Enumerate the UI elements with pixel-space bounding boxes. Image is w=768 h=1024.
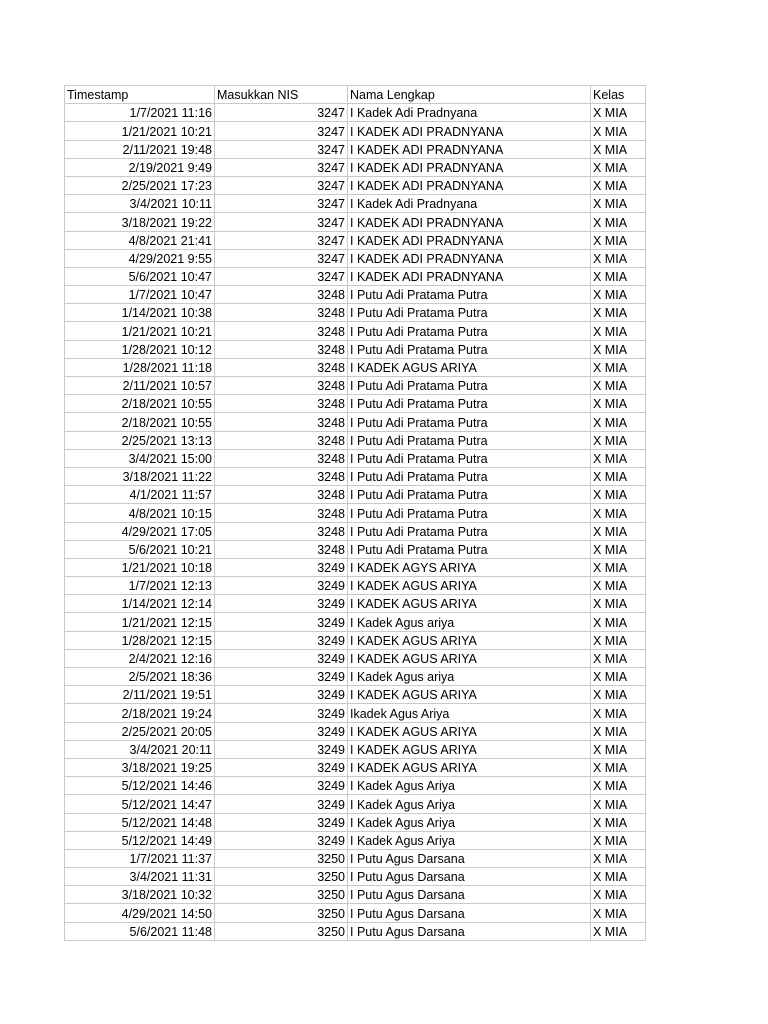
kelas-cell: X MIA [591,649,646,667]
table-row [65,322,646,340]
timestamp-cell: 2/18/2021 10:55 [65,395,215,413]
kelas-cell: X MIA [591,176,646,194]
nama-cell: I Putu Adi Pratama Putra [348,486,591,504]
table-body [65,104,646,941]
table-row [65,249,646,267]
table-row [65,522,646,540]
timestamp-cell: 3/4/2021 11:31 [65,868,215,886]
nis-cell: 3250 [215,904,348,922]
kelas-cell: X MIA [591,340,646,358]
nis-cell: 3249 [215,649,348,667]
nis-cell: 3248 [215,467,348,485]
nama-cell: I KADEK ADI PRADNYANA [348,231,591,249]
table-row [65,104,646,122]
kelas-cell: X MIA [591,577,646,595]
kelas-cell: X MIA [591,868,646,886]
timestamp-cell: 2/4/2021 12:16 [65,649,215,667]
kelas-cell: X MIA [591,758,646,776]
nama-cell: I Kadek Adi Pradnyana [348,195,591,213]
nama-cell: I KADEK ADI PRADNYANA [348,140,591,158]
table-row [65,377,646,395]
nama-cell: I Putu Adi Pratama Putra [348,286,591,304]
timestamp-cell: 5/6/2021 11:48 [65,922,215,940]
kelas-cell: X MIA [591,886,646,904]
table-row [65,868,646,886]
nis-cell: 3247 [215,195,348,213]
table-row [65,631,646,649]
nis-cell: 3249 [215,795,348,813]
kelas-cell: X MIA [591,595,646,613]
kelas-cell: X MIA [591,395,646,413]
nis-cell: 3248 [215,377,348,395]
table-row [65,668,646,686]
nis-cell: 3248 [215,413,348,431]
timestamp-cell: 1/7/2021 10:47 [65,286,215,304]
table-row [65,849,646,867]
nis-cell: 3248 [215,358,348,376]
table-row [65,595,646,613]
kelas-cell: X MIA [591,267,646,285]
nis-cell: 3250 [215,886,348,904]
nis-cell: 3247 [215,122,348,140]
header-nis: Masukkan NIS [215,86,348,104]
attendance-table [64,85,646,941]
nis-cell: 3247 [215,104,348,122]
nis-cell: 3247 [215,140,348,158]
timestamp-cell: 1/14/2021 12:14 [65,595,215,613]
timestamp-cell: 2/5/2021 18:36 [65,668,215,686]
timestamp-cell: 5/12/2021 14:48 [65,813,215,831]
nis-cell: 3247 [215,267,348,285]
nis-cell: 3247 [215,231,348,249]
table-row [65,158,646,176]
nis-cell: 3249 [215,813,348,831]
kelas-cell: X MIA [591,486,646,504]
nama-cell: I Putu Adi Pratama Putra [348,377,591,395]
kelas-cell: X MIA [591,668,646,686]
kelas-cell: X MIA [591,140,646,158]
kelas-cell: X MIA [591,249,646,267]
nama-cell: I Putu Adi Pratama Putra [348,540,591,558]
timestamp-cell: 1/28/2021 10:12 [65,340,215,358]
timestamp-cell: 3/4/2021 20:11 [65,740,215,758]
nis-cell: 3248 [215,286,348,304]
timestamp-cell: 1/7/2021 11:16 [65,104,215,122]
nis-cell: 3247 [215,249,348,267]
nama-cell: I Putu Adi Pratama Putra [348,340,591,358]
kelas-cell: X MIA [591,922,646,940]
nis-cell: 3249 [215,777,348,795]
header-row [65,86,646,104]
timestamp-cell: 2/11/2021 10:57 [65,377,215,395]
nama-cell: I Kadek Agus Ariya [348,795,591,813]
timestamp-cell: 3/18/2021 19:22 [65,213,215,231]
table-row [65,213,646,231]
timestamp-cell: 2/11/2021 19:51 [65,686,215,704]
nama-cell: I KADEK ADI PRADNYANA [348,176,591,194]
table-row [65,504,646,522]
table-row [65,195,646,213]
table-row [65,758,646,776]
nama-cell: I KADEK AGUS ARIYA [348,758,591,776]
kelas-cell: X MIA [591,413,646,431]
kelas-cell: X MIA [591,231,646,249]
nama-cell: I Putu Agus Darsana [348,886,591,904]
timestamp-cell: 3/4/2021 10:11 [65,195,215,213]
nis-cell: 3249 [215,758,348,776]
kelas-cell: X MIA [591,558,646,576]
nama-cell: I KADEK AGYS ARIYA [348,558,591,576]
timestamp-cell: 4/8/2021 10:15 [65,504,215,522]
kelas-cell: X MIA [591,740,646,758]
nis-cell: 3250 [215,849,348,867]
timestamp-cell: 1/7/2021 11:37 [65,849,215,867]
header-kelas: Kelas [591,86,646,104]
kelas-cell: X MIA [591,449,646,467]
table-row [65,358,646,376]
nis-cell: 3248 [215,322,348,340]
kelas-cell: X MIA [591,613,646,631]
kelas-cell: X MIA [591,122,646,140]
nama-cell: I KADEK AGUS ARIYA [348,722,591,740]
nama-cell: I Putu Adi Pratama Putra [348,504,591,522]
timestamp-cell: 2/19/2021 9:49 [65,158,215,176]
nama-cell: I KADEK AGUS ARIYA [348,577,591,595]
nama-cell: I KADEK AGUS ARIYA [348,631,591,649]
nama-cell: I Kadek Agus Ariya [348,831,591,849]
kelas-cell: X MIA [591,795,646,813]
kelas-cell: X MIA [591,849,646,867]
nama-cell: I Putu Adi Pratama Putra [348,449,591,467]
table-row [65,813,646,831]
timestamp-cell: 2/25/2021 20:05 [65,722,215,740]
timestamp-cell: 1/21/2021 12:15 [65,613,215,631]
timestamp-cell: 3/18/2021 11:22 [65,467,215,485]
timestamp-cell: 2/25/2021 17:23 [65,176,215,194]
timestamp-cell: 1/7/2021 12:13 [65,577,215,595]
table-row [65,267,646,285]
nama-cell: I KADEK ADI PRADNYANA [348,158,591,176]
nama-cell: I Putu Agus Darsana [348,868,591,886]
table-row [65,886,646,904]
table-row [65,486,646,504]
timestamp-cell: 4/1/2021 11:57 [65,486,215,504]
timestamp-cell: 2/18/2021 19:24 [65,704,215,722]
nis-cell: 3247 [215,176,348,194]
header-nama-lengkap: Nama Lengkap [348,86,591,104]
nama-cell: I Putu Adi Pratama Putra [348,522,591,540]
table-row [65,649,646,667]
nis-cell: 3248 [215,395,348,413]
timestamp-cell: 5/6/2021 10:21 [65,540,215,558]
nis-cell: 3249 [215,831,348,849]
nama-cell: Ikadek Agus Ariya [348,704,591,722]
nis-cell: 3249 [215,631,348,649]
table-row [65,686,646,704]
timestamp-cell: 1/21/2021 10:21 [65,122,215,140]
nama-cell: I Putu Adi Pratama Putra [348,413,591,431]
table-row [65,577,646,595]
timestamp-cell: 4/29/2021 17:05 [65,522,215,540]
nis-cell: 3248 [215,449,348,467]
kelas-cell: X MIA [591,686,646,704]
nama-cell: I Kadek Agus ariya [348,668,591,686]
timestamp-cell: 3/18/2021 10:32 [65,886,215,904]
nama-cell: I Kadek Adi Pradnyana [348,104,591,122]
table-row [65,777,646,795]
nama-cell: I Putu Adi Pratama Putra [348,322,591,340]
nama-cell: I Putu Adi Pratama Putra [348,395,591,413]
kelas-cell: X MIA [591,286,646,304]
table-row [65,304,646,322]
nis-cell: 3248 [215,486,348,504]
timestamp-cell: 5/12/2021 14:47 [65,795,215,813]
timestamp-cell: 1/21/2021 10:21 [65,322,215,340]
nama-cell: I Putu Agus Darsana [348,849,591,867]
nis-cell: 3249 [215,558,348,576]
timestamp-cell: 3/18/2021 19:25 [65,758,215,776]
table-row [65,558,646,576]
kelas-cell: X MIA [591,831,646,849]
kelas-cell: X MIA [591,504,646,522]
kelas-cell: X MIA [591,213,646,231]
timestamp-cell: 2/18/2021 10:55 [65,413,215,431]
nama-cell: I KADEK AGUS ARIYA [348,686,591,704]
timestamp-cell: 2/11/2021 19:48 [65,140,215,158]
timestamp-cell: 4/29/2021 14:50 [65,904,215,922]
table-row [65,795,646,813]
kelas-cell: X MIA [591,377,646,395]
kelas-cell: X MIA [591,431,646,449]
kelas-cell: X MIA [591,322,646,340]
nama-cell: I KADEK AGUS ARIYA [348,595,591,613]
table-row [65,722,646,740]
table-row [65,704,646,722]
nis-cell: 3249 [215,577,348,595]
table-row [65,831,646,849]
timestamp-cell: 1/28/2021 11:18 [65,358,215,376]
timestamp-cell: 4/29/2021 9:55 [65,249,215,267]
nama-cell: I KADEK ADI PRADNYANA [348,267,591,285]
nis-cell: 3249 [215,668,348,686]
kelas-cell: X MIA [591,358,646,376]
table-row [65,231,646,249]
kelas-cell: X MIA [591,777,646,795]
nis-cell: 3250 [215,868,348,886]
kelas-cell: X MIA [591,304,646,322]
header-timestamp: Timestamp [65,86,215,104]
nama-cell: I KADEK ADI PRADNYANA [348,249,591,267]
table-row [65,431,646,449]
table-row [65,340,646,358]
table-row [65,613,646,631]
table-row [65,286,646,304]
table-row [65,140,646,158]
kelas-cell: X MIA [591,813,646,831]
timestamp-cell: 1/14/2021 10:38 [65,304,215,322]
kelas-cell: X MIA [591,631,646,649]
timestamp-cell: 1/28/2021 12:15 [65,631,215,649]
kelas-cell: X MIA [591,522,646,540]
table-row [65,395,646,413]
nis-cell: 3249 [215,740,348,758]
nis-cell: 3249 [215,595,348,613]
kelas-cell: X MIA [591,540,646,558]
nama-cell: I KADEK ADI PRADNYANA [348,213,591,231]
kelas-cell: X MIA [591,104,646,122]
table-row [65,176,646,194]
nis-cell: 3248 [215,431,348,449]
nis-cell: 3249 [215,686,348,704]
kelas-cell: X MIA [591,158,646,176]
timestamp-cell: 1/21/2021 10:18 [65,558,215,576]
nis-cell: 3247 [215,213,348,231]
nis-cell: 3248 [215,504,348,522]
nis-cell: 3249 [215,722,348,740]
table-row [65,540,646,558]
timestamp-cell: 5/12/2021 14:49 [65,831,215,849]
nis-cell: 3247 [215,158,348,176]
nama-cell: I KADEK AGUS ARIYA [348,649,591,667]
nis-cell: 3249 [215,613,348,631]
nama-cell: I Putu Agus Darsana [348,922,591,940]
timestamp-cell: 5/12/2021 14:46 [65,777,215,795]
table-row [65,922,646,940]
kelas-cell: X MIA [591,195,646,213]
timestamp-cell: 5/6/2021 10:47 [65,267,215,285]
nis-cell: 3248 [215,340,348,358]
nama-cell: I Putu Adi Pratama Putra [348,304,591,322]
kelas-cell: X MIA [591,704,646,722]
nis-cell: 3248 [215,522,348,540]
nis-cell: 3248 [215,304,348,322]
table-row [65,904,646,922]
table-row [65,122,646,140]
nama-cell: I Putu Adi Pratama Putra [348,467,591,485]
kelas-cell: X MIA [591,467,646,485]
table-row [65,413,646,431]
nama-cell: I KADEK AGUS ARIYA [348,358,591,376]
timestamp-cell: 2/25/2021 13:13 [65,431,215,449]
nama-cell: I KADEK ADI PRADNYANA [348,122,591,140]
nama-cell: I Putu Agus Darsana [348,904,591,922]
kelas-cell: X MIA [591,722,646,740]
table-row [65,740,646,758]
table-row [65,467,646,485]
kelas-cell: X MIA [591,904,646,922]
nama-cell: I Kadek Agus Ariya [348,813,591,831]
nis-cell: 3249 [215,704,348,722]
table-row [65,449,646,467]
nama-cell: I Putu Adi Pratama Putra [348,431,591,449]
nama-cell: I Kadek Agus ariya [348,613,591,631]
timestamp-cell: 3/4/2021 15:00 [65,449,215,467]
nama-cell: I Kadek Agus Ariya [348,777,591,795]
timestamp-cell: 4/8/2021 21:41 [65,231,215,249]
nis-cell: 3248 [215,540,348,558]
nis-cell: 3250 [215,922,348,940]
nama-cell: I KADEK AGUS ARIYA [348,740,591,758]
